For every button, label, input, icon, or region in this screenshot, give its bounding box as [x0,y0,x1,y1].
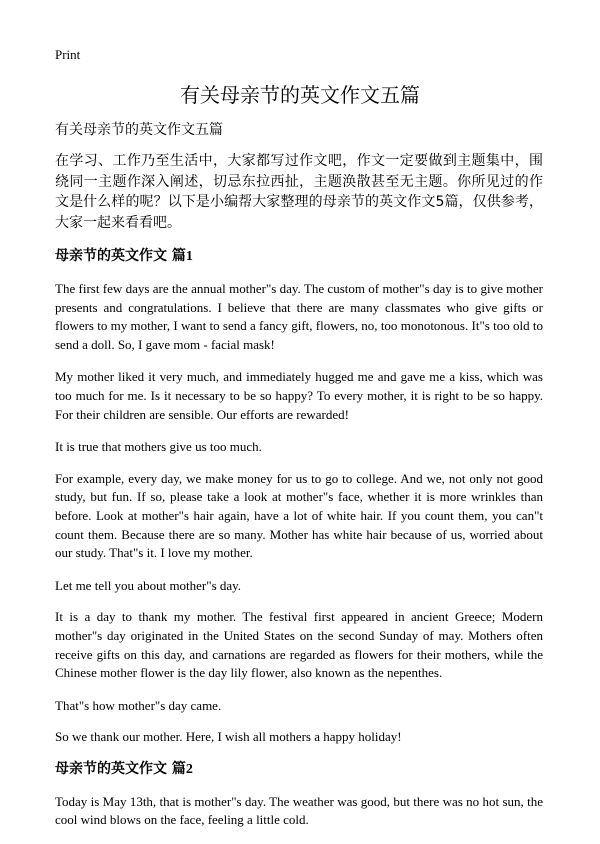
section-heading-text: 母亲节的英文作文 篇 [55,248,186,264]
paragraph: It is a day to thank my mother. The festival first appeared in ancient Greece; Modern mother"s day originated in the United States on the second Sunday of may. Mothers often receive gifts on this day, and carnations are regarded as flowers for their mothers, while the Chinese mother flower is the day lily flower, also known as the nepenthes. [55,609,543,681]
essay-section-1 [55,247,543,747]
section-heading [55,247,543,266]
paragraph: It is true that mothers give us too much. [55,439,262,455]
section-heading-number: 2 [185,761,193,777]
print-link[interactable]: Print [55,47,81,62]
paragraph: For example, every day, we make money for us to go to college. And we, not only not good study, but fun. If so, please take a look at mother"s face, whether it is more wrinkles than before. Look at mother"s hair again, have a lot of white hair. If you count them, you can"t count them. Because there are so many. Mother has white hair because of us, worried about our study. That"s it. I love my mother. [55,470,543,561]
section-heading-text: 母亲节的英文作文 篇 [55,760,186,777]
essay-section-2 [55,760,543,830]
paragraph: So we thank our mother. Here, I wish all mothers a happy holiday! [55,729,402,745]
paragraph: That"s how mother"s day came. [55,697,222,713]
intro-paragraph: 在学习、工作乃至生活中，大家都写过作文吧，作文一定要做到主题集中，围绕同一主题作深入阐述，切忌东拉西扯，主题涣散甚至无主题。你所见过的作文是什么样的呢？以下是小编帮大家整理的母亲节的英文作文5篇，仅供参考，大家一起来看看吧。 [55,153,543,231]
section-heading [55,760,543,779]
paragraph: Let me tell you about mother"s day. [55,577,242,593]
document-title: 有关母亲节的英文作文五篇 [180,83,420,107]
section-heading-number: 1 [185,249,193,264]
paragraph: Today is May 13th, that is mother"s day. The weather was good, but there was no hot sun, the cool wind blows on the face, feeling a little cold. [55,793,543,828]
document-subtitle: 有关母亲节的英文作文五篇 [55,122,223,138]
paragraph: The first few days are the annual mother"s day. The custom of mother"s day is to give mother presents and congratulations. I believe that there are many classmates who give gifts or flowers to my mother, I want to send a fancy gift, flowers, no, too monotonous. It"s too old to send a doll. So, I gave mom - facial mask! [55,281,543,352]
document-body [55,121,543,844]
paragraph: My mother liked it very much, and immediately hugged me and gave me a kiss, which was too much for me. Is it necessary to be so happy? To every mother, it is right to be so happy. For their children are sensible. Our efforts are rewarded! [55,369,543,422]
